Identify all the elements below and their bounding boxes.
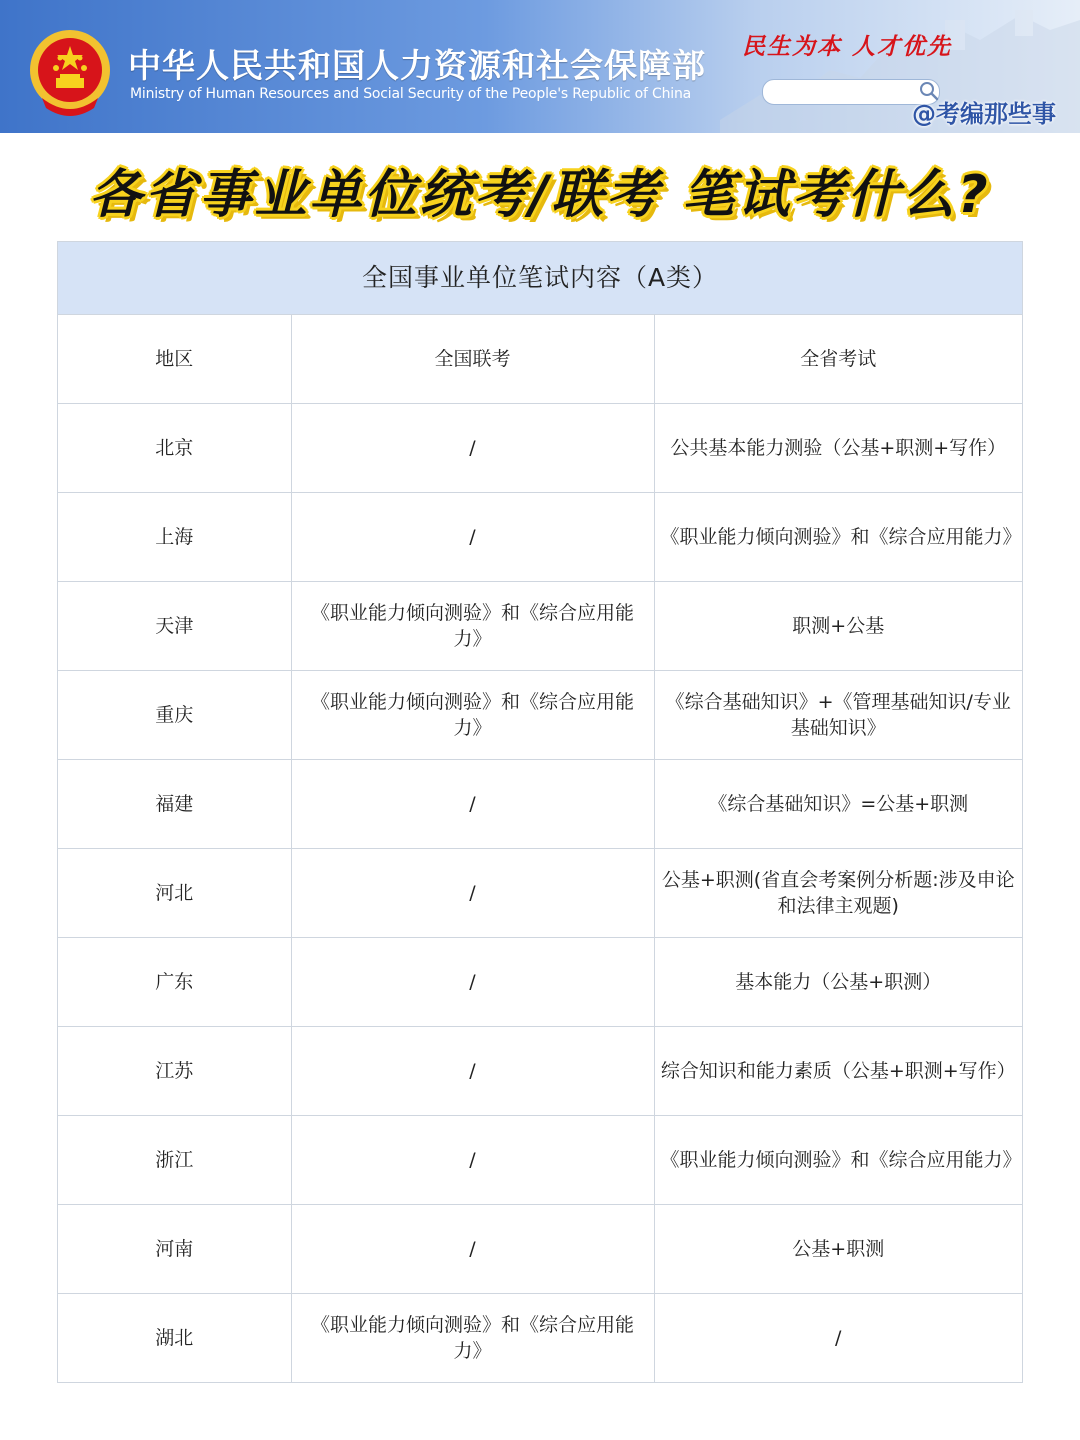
cell-region: 江苏	[58, 1027, 291, 1116]
cell-provincial: 综合知识和能力素质（公基+职测+写作）	[654, 1027, 1022, 1116]
page-headline: 各省事业单位统考/联考 笔试考什么?	[89, 165, 991, 225]
table-title: 全国事业单位笔试内容（A类）	[58, 242, 1022, 315]
national-emblem-icon	[28, 28, 112, 118]
cell-national-joint: 《职业能力倾向测验》和《综合应用能力》	[291, 671, 654, 760]
table-row	[58, 671, 1022, 760]
cell-provincial: 《职业能力倾向测验》和《综合应用能力》	[654, 493, 1022, 582]
author-watermark: @考编那些事	[912, 100, 1056, 128]
table-row	[58, 1205, 1022, 1294]
cell-national-joint: /	[291, 849, 654, 938]
cell-region: 重庆	[58, 671, 291, 760]
cell-provincial: 《综合基础知识》=公基+职测	[654, 760, 1022, 849]
exam-table-grid	[58, 315, 1022, 1382]
cell-national-joint: /	[291, 1205, 654, 1294]
table-row	[58, 582, 1022, 671]
table-row	[58, 1027, 1022, 1116]
cell-national-joint: /	[291, 938, 654, 1027]
table-row	[58, 1294, 1022, 1383]
slogan: 民生为本 人才优先	[742, 33, 953, 60]
cell-region: 河北	[58, 849, 291, 938]
table-header-row	[58, 315, 1022, 404]
cell-provincial: 《综合基础知识》+《管理基础知识/专业基础知识》	[654, 671, 1022, 760]
table-row	[58, 849, 1022, 938]
column-header-region: 地区	[58, 315, 291, 404]
table-row	[58, 1116, 1022, 1205]
column-header-provincial: 全省考试	[654, 315, 1022, 404]
cell-region: 河南	[58, 1205, 291, 1294]
cell-provincial: 公共基本能力测验（公基+职测+写作）	[654, 404, 1022, 493]
cell-provincial: /	[654, 1294, 1022, 1383]
cell-national-joint: /	[291, 493, 654, 582]
cell-provincial: 公基+职测	[654, 1205, 1022, 1294]
table-row	[58, 404, 1022, 493]
ministry-banner	[0, 0, 1080, 133]
cell-national-joint: /	[291, 1116, 654, 1205]
cell-provincial: 公基+职测(省直会考案例分析题:涉及申论和法律主观题)	[654, 849, 1022, 938]
table-row	[58, 760, 1022, 849]
cell-national-joint: /	[291, 760, 654, 849]
cell-region: 上海	[58, 493, 291, 582]
cell-national-joint: 《职业能力倾向测验》和《综合应用能力》	[291, 1294, 654, 1383]
cell-region: 浙江	[58, 1116, 291, 1205]
cell-region: 天津	[58, 582, 291, 671]
ministry-name-cn: 中华人民共和国人力资源和社会保障部	[128, 46, 706, 85]
cell-provincial: 职测+公基	[654, 582, 1022, 671]
cell-region: 福建	[58, 760, 291, 849]
column-header-national-joint: 全国联考	[291, 315, 654, 404]
table-row	[58, 938, 1022, 1027]
exam-content-table	[57, 241, 1023, 1383]
table-row	[58, 493, 1022, 582]
cell-region: 湖北	[58, 1294, 291, 1383]
cell-provincial: 基本能力（公基+职测）	[654, 938, 1022, 1027]
cell-national-joint: 《职业能力倾向测验》和《综合应用能力》	[291, 582, 654, 671]
cell-national-joint: /	[291, 1027, 654, 1116]
cell-region: 广东	[58, 938, 291, 1027]
cell-national-joint: /	[291, 404, 654, 493]
cell-provincial: 《职业能力倾向测验》和《综合应用能力》	[654, 1116, 1022, 1205]
cell-region: 北京	[58, 404, 291, 493]
ministry-name-en: Ministry of Human Resources and Social Security of the People's Republic of China	[130, 86, 692, 102]
